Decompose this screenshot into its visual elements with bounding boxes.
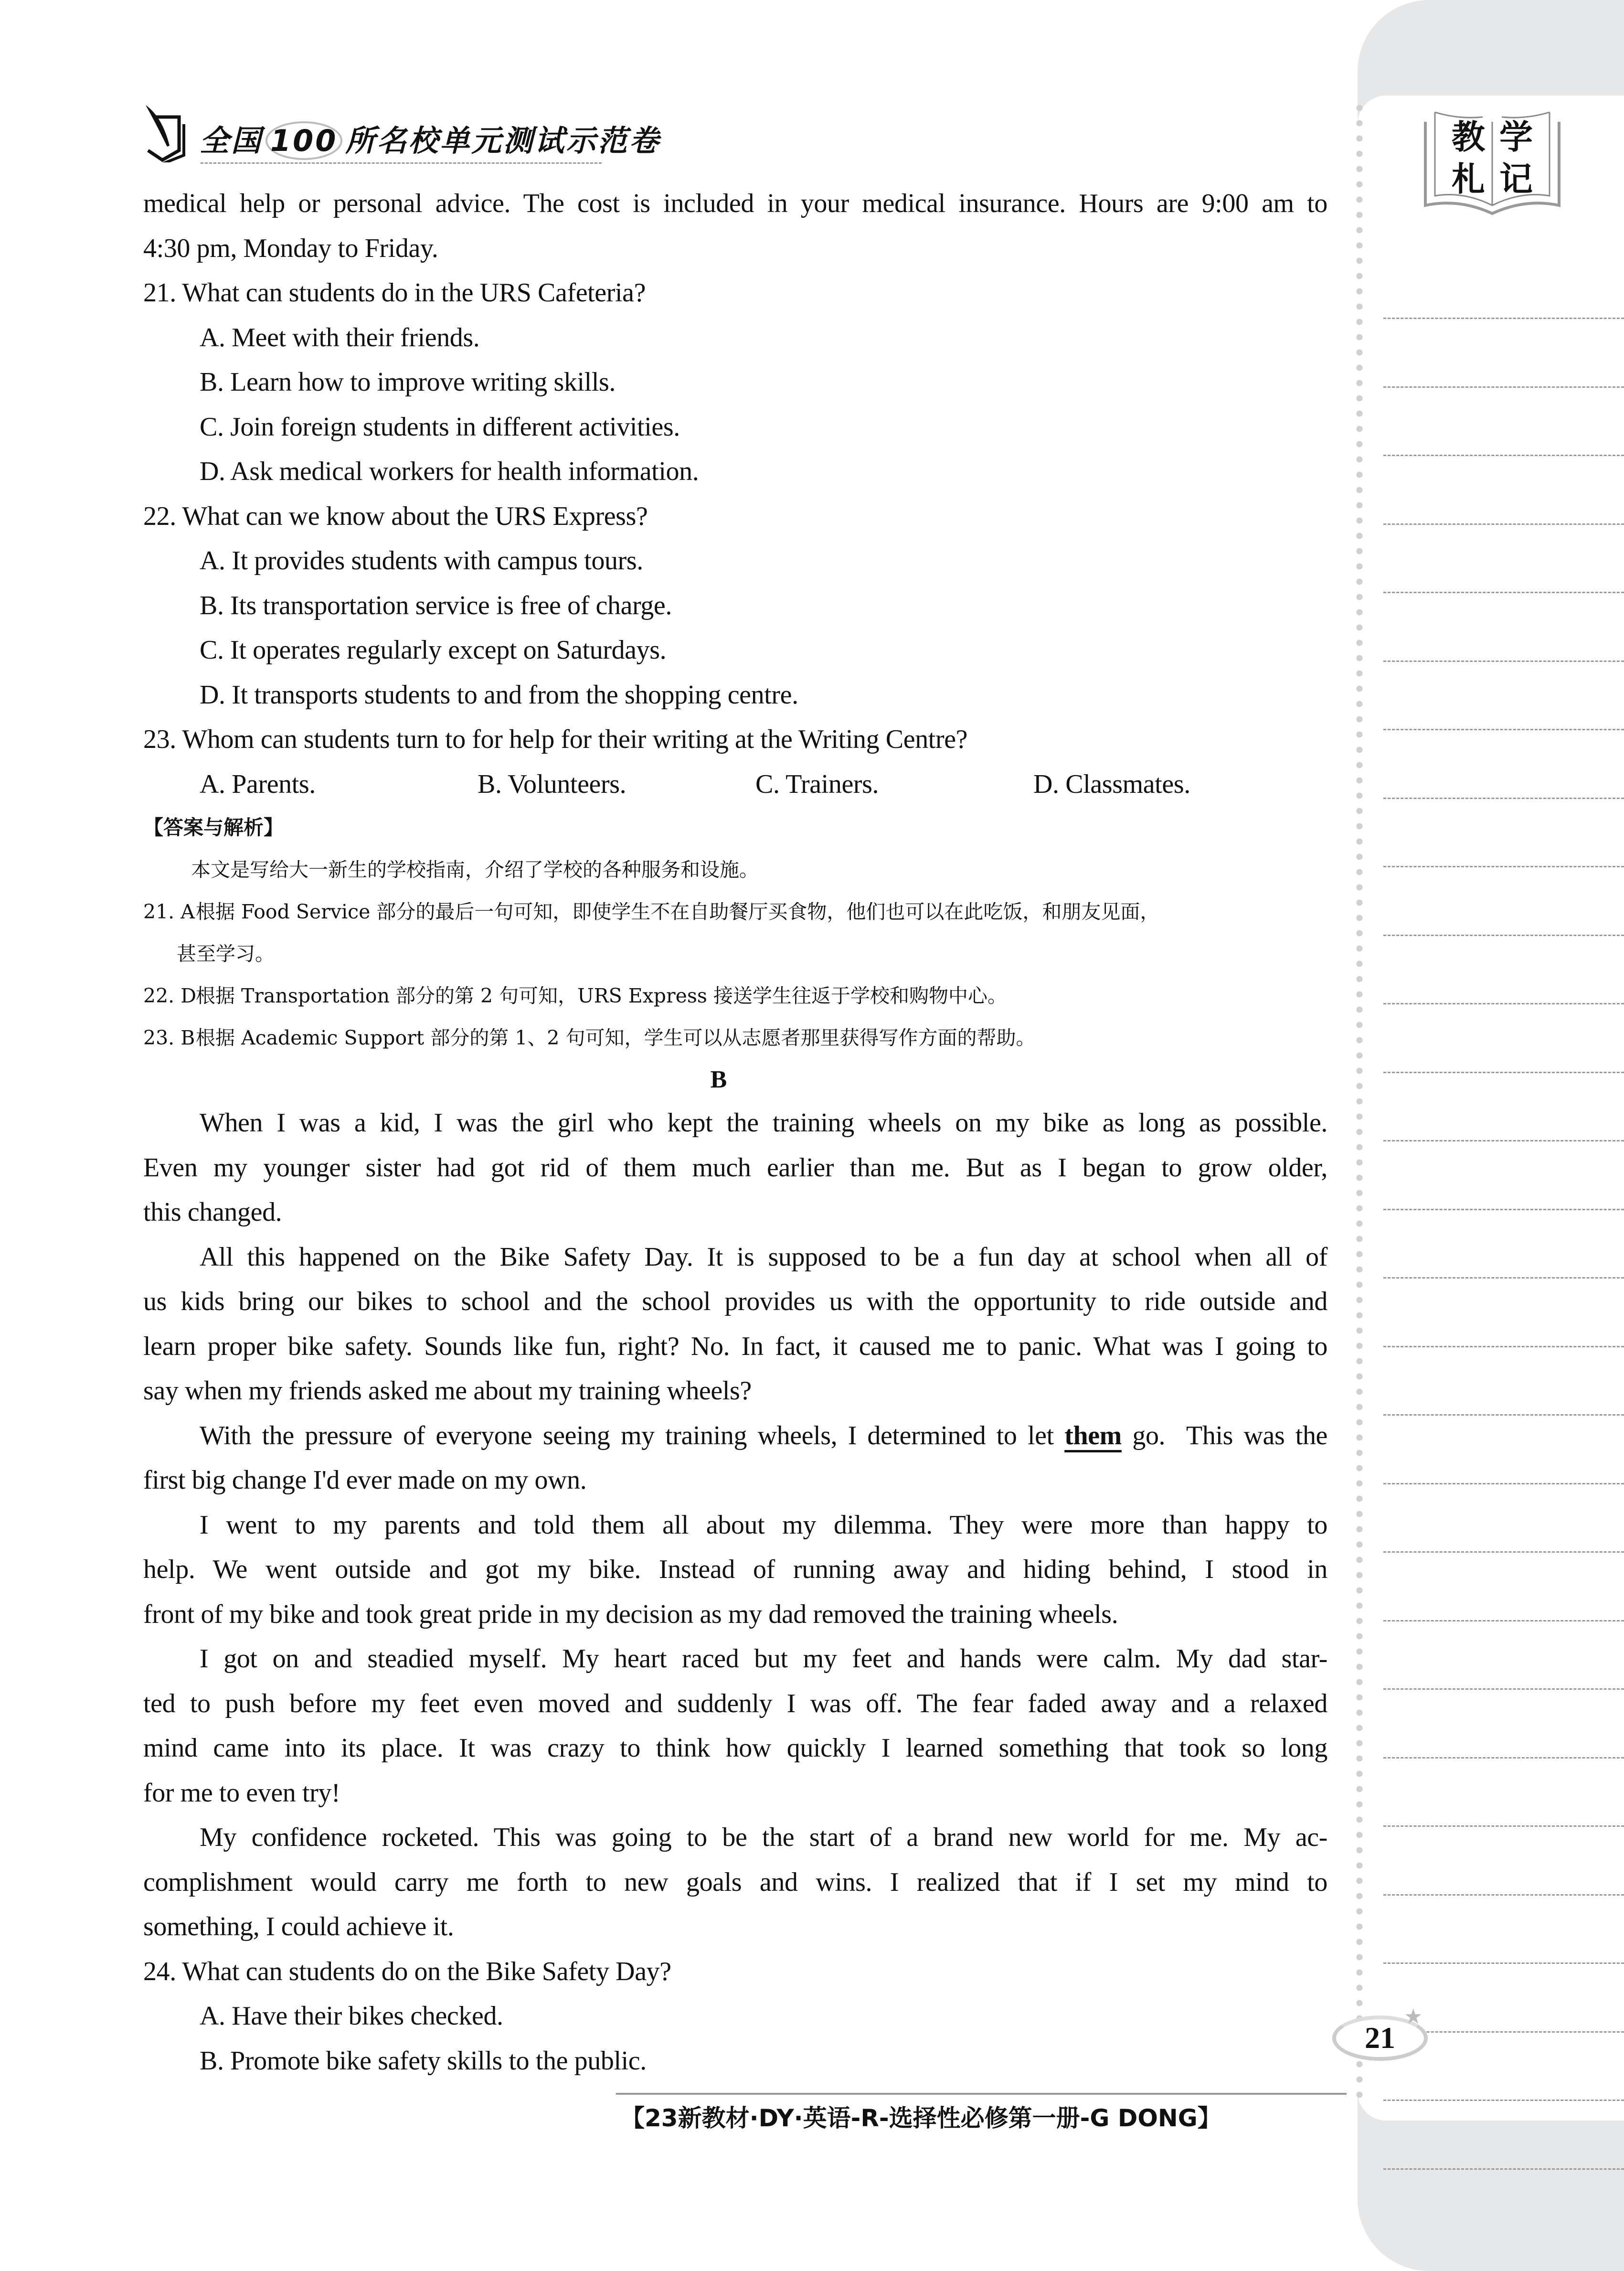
section-b-label: B [710,1066,727,1093]
passage-b-line: My confidence rocketed. This was going to be the start of a brand new world for me. My ac- [200,1823,1327,1852]
book-code: 【23新教材·DY·英语-R-选择性必修第一册-G DONG】 [621,2104,1221,2132]
note-line [1383,455,1624,456]
note-line [1383,1757,1624,1759]
passage-b-line: something, I could achieve it. [143,1912,454,1941]
passage-line: 4:30 pm, Monday to Friday. [143,233,438,263]
option-21-a[interactable]: A. Meet with their friends. [200,322,480,352]
passage-b-line: front of my bike and took great pride in my decision as my dad removed the training wheels. [143,1599,1118,1629]
notes-panel [1358,96,1624,2121]
option-23-b[interactable]: B. Volunteers. [478,769,626,799]
note-line [1383,2100,1624,2101]
option-22-b[interactable]: B. Its transportation service is free of charge. [200,590,672,620]
underlined-word: them [1064,1420,1122,1450]
passage-b-line: When I was a kid, I was the girl who kept the training wheels on my bike as long as possible. [200,1108,1327,1138]
series-title: 全国 100 所名校单元测试示范卷 [200,117,660,160]
quill-book-icon [143,103,201,162]
notes-title-char: 札 [1452,160,1485,199]
options-23 [143,762,1327,807]
question-stem-21: 21. What can students do in the URS Cafeteria? [143,278,646,308]
note-line [1383,729,1624,730]
answer-heading: 【答案与解析】 [143,816,284,839]
answer-item-22: 22. D根据 Transportation 部分的第 2 句可知，URS Express 接送学生往返于学校和购物中心。 [143,984,1007,1007]
note-line [1383,2168,1624,2170]
notes-title-char: 教 [1452,117,1485,157]
passage-b-line: this changed. [143,1197,282,1227]
footer-rule [616,2093,1347,2095]
option-21-c[interactable]: C. Join foreign students in different activities. [200,412,680,442]
notes-title-char: 学 [1499,117,1533,157]
passage-b-line: say when my friends asked me about my training wheels? [143,1376,752,1406]
passage-b-line: first big change I'd ever made on my own. [143,1465,587,1495]
passage-b-line: learn proper bike safety. Sounds like fun, right? No. In fact, it caused me to panic. What was I going to [143,1331,1327,1361]
note-line [1383,1551,1624,1553]
passage-b-line: All this happened on the Bike Safety Day. It is supposed to be a fun day at school when all of [200,1242,1327,1272]
question-stem-22: 22. What can we know about the URS Express? [143,501,648,531]
option-23-a[interactable]: A. Parents. [200,769,316,799]
passage-b [143,1101,1327,1950]
passage-b-line: mind came into its place. It was crazy to think how quickly I learned something that took so long [143,1733,1327,1763]
passage-b-line: I went to my parents and told them all about my dilemma. They were more than happy to [200,1510,1327,1540]
note-line [1383,1688,1624,1690]
note-line [1383,1825,1624,1827]
option-24-a[interactable]: A. Have their bikes checked. [200,2001,503,2031]
passage-b-line: With the pressure of everyone seeing my training wheels, I determined to let them go. This was the [200,1420,1327,1450]
passage-b-line: I got on and steadied myself. My heart raced but my feet and hands were calm. My dad star- [200,1644,1327,1674]
note-line [1383,1414,1624,1416]
series-logo [143,103,661,165]
option-22-d[interactable]: D. It transports students to and from the shopping centre. [200,680,798,710]
note-line [1383,866,1624,867]
star-icon: ★ [1404,2005,1423,2028]
page-number: 21 [1365,2021,1395,2055]
note-line [1383,798,1624,799]
binding-dots [1356,100,1363,2106]
note-line [1383,1620,1624,1621]
option-22-a[interactable]: A. It provides students with campus tours. [200,546,643,576]
note-line [1383,386,1624,388]
option-23-d[interactable]: D. Classmates. [1033,769,1190,799]
passage-b-line: us kids bring our bikes to school and the school provides us with the opportunity to ride outside and [143,1287,1327,1316]
option-23-c[interactable]: C. Trainers. [755,769,879,799]
note-line [1383,935,1624,936]
passage-b-line: ted to push before my feet even moved and suddenly I was off. The fear faded away and a relaxed [143,1688,1327,1718]
hundred-badge: 100 [265,121,342,160]
note-line [1383,1894,1624,1896]
answer-summary: 本文是写给大一新生的学校指南，介绍了学校的各种服务和设施。 [191,858,759,881]
note-line [1383,1346,1624,1347]
note-line [1383,1140,1624,1141]
option-21-b[interactable]: B. Learn how to improve writing skills. [200,367,616,397]
passage-b-line: help. We went outside and got my bike. Instead of running away and hiding behind, I stood in [143,1555,1327,1584]
answer-item-23: 23. B根据 Academic Support 部分的第 1、2 句可知，学生可以从志愿者那里获得写作方面的帮助。 [143,1026,1036,1049]
main-content [143,181,1327,2083]
option-24-b[interactable]: B. Promote bike safety skills to the public. [200,2046,647,2076]
note-line [1383,318,1624,319]
note-line [1383,1003,1624,1004]
open-book-icon [1416,103,1569,217]
passage-b-line: Even my younger sister had got rid of them much earlier than me. But as I began to grow older, [143,1152,1327,1183]
passage-b-line: for me to even try! [143,1778,340,1808]
answer-item-21: 21. A根据 Food Service 部分的最后一句可知，即使学生不在自助餐厅买食物，他们也可以在此吃饭，和朋友见面， [143,900,1160,923]
option-22-c[interactable]: C. It operates regularly except on Saturdays. [200,635,667,665]
note-line [1383,1962,1624,1964]
note-line [1383,1209,1624,1210]
header-dashed-rule [201,162,602,164]
passage-b-line: complishment would carry me forth to new goals and wins. I realized that if I set my mind to [143,1867,1327,1897]
note-line [1383,592,1624,593]
notes-title-char: 记 [1499,160,1533,199]
option-21-d[interactable]: D. Ask medical workers for health information. [200,457,699,486]
question-stem-23: 23. Whom can students turn to for help for their writing at the Writing Centre? [143,725,968,754]
note-line [1383,1277,1624,1279]
note-line [1383,1072,1624,1073]
note-line [1383,661,1624,662]
note-line [1383,523,1624,525]
page-number-badge [1332,2005,1428,2080]
question-stem-24: 24. What can students do on the Bike Safety Day? [143,1956,671,1986]
answer-item-21-cont: 甚至学习。 [177,942,275,965]
note-line [1383,1483,1624,1484]
passage-line: medical help or personal advice. The cost is included in your medical insurance. Hours are 9:00 am to [143,189,1327,218]
